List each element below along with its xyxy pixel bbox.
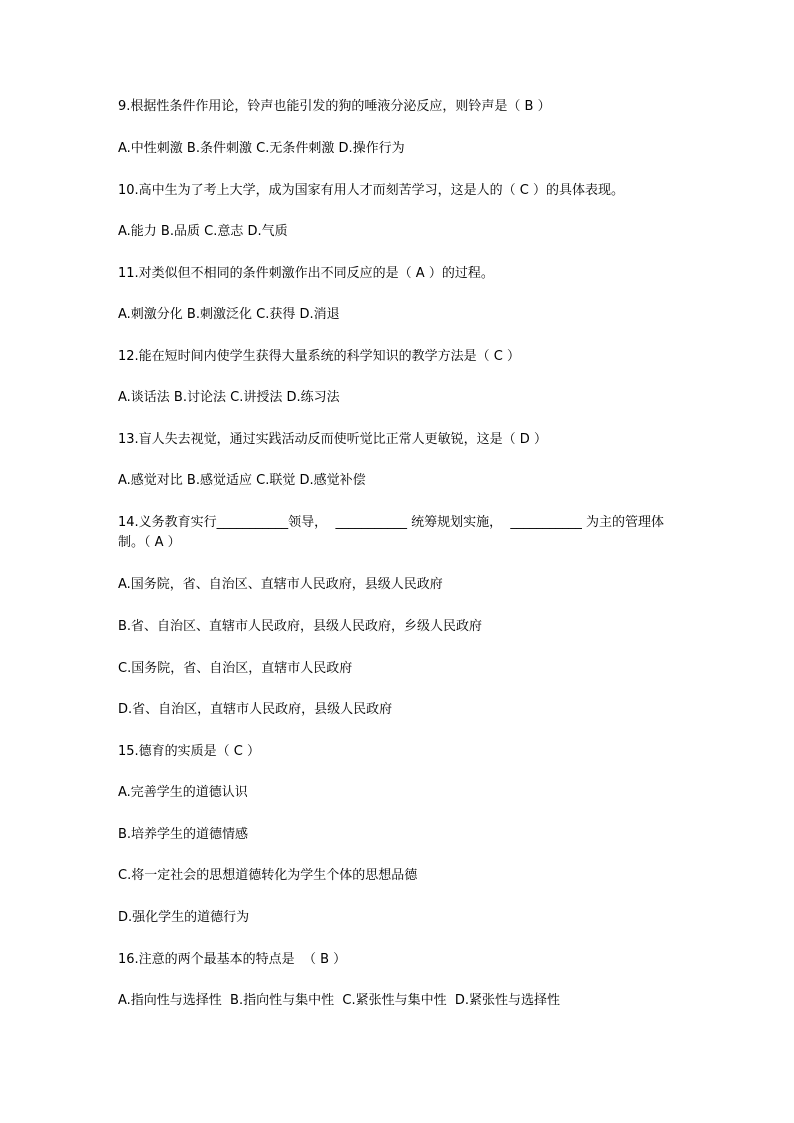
question-12-stem: 12.能在短时间内使学生获得大量系统的科学知识的教学方法是（ C ）: [118, 349, 521, 364]
question-11-options: A.刺激分化 B.刺激泛化 C.获得 D.消退: [118, 307, 340, 322]
question-14-stem: 14.义务教育实行___________领导， ___________ 统筹规划实施， ___________ 为主的管理体制。（ A ）: [118, 515, 664, 550]
question-15-option-b: B.培养学生的道德情感: [118, 827, 249, 842]
question-15-option-a: A.完善学生的道德认识: [118, 785, 248, 800]
question-15-option-c: C.将一定社会的思想道德转化为学生个体的思想品德: [118, 868, 418, 883]
question-14-option-d: D.省、自治区，直辖市人民政府，县级人民政府: [118, 702, 393, 717]
question-11-stem: 11.对类似但不相同的条件刺激作出不同反应的是（ A ）的过程。: [118, 266, 494, 281]
question-12-options: A.谈话法 B.讨论法 C.讲授法 D.练习法: [118, 390, 340, 405]
question-15-option-d: D.强化学生的道德行为: [118, 910, 250, 925]
question-10-options: A.能力 B.品质 C.意志 D.气质: [118, 224, 288, 239]
question-15-stem: 15.德育的实质是（ C ）: [118, 744, 261, 759]
question-16-options: A.指向性与选择性 B.指向性与集中性 C.紧张性与集中性 D.紧张性与选择性: [118, 993, 560, 1008]
question-14-option-c: C.国务院，省、自治区，直辖市人民政府: [118, 661, 353, 676]
question-14-option-b: B.省、自治区、直辖市人民政府，县级人民政府，乡级人民政府: [118, 619, 483, 634]
question-14-option-a: A.国务院，省、自治区、直辖市人民政府，县级人民政府: [118, 577, 443, 592]
question-9-stem: 9.根据性条件作用论，铃声也能引发的狗的唾液分泌反应，则铃声是（ B ）: [118, 99, 551, 114]
question-10-stem: 10.高中生为了考上大学，成为国家有用人才而刻苦学习，这是人的（ C ）的具体表现。: [118, 183, 625, 198]
question-13-options: A.感觉对比 B.感觉适应 C.联觉 D.感觉补偿: [118, 473, 366, 488]
question-13-stem: 13.盲人失去视觉，通过实践活动反而使听觉比正常人更敏锐，这是（ D ）: [118, 432, 547, 447]
question-9-options: A.中性刺激 B.条件刺激 C.无条件刺激 D.操作行为: [118, 141, 405, 156]
question-16-stem: 16.注意的两个最基本的特点是 （ B ）: [118, 952, 347, 967]
